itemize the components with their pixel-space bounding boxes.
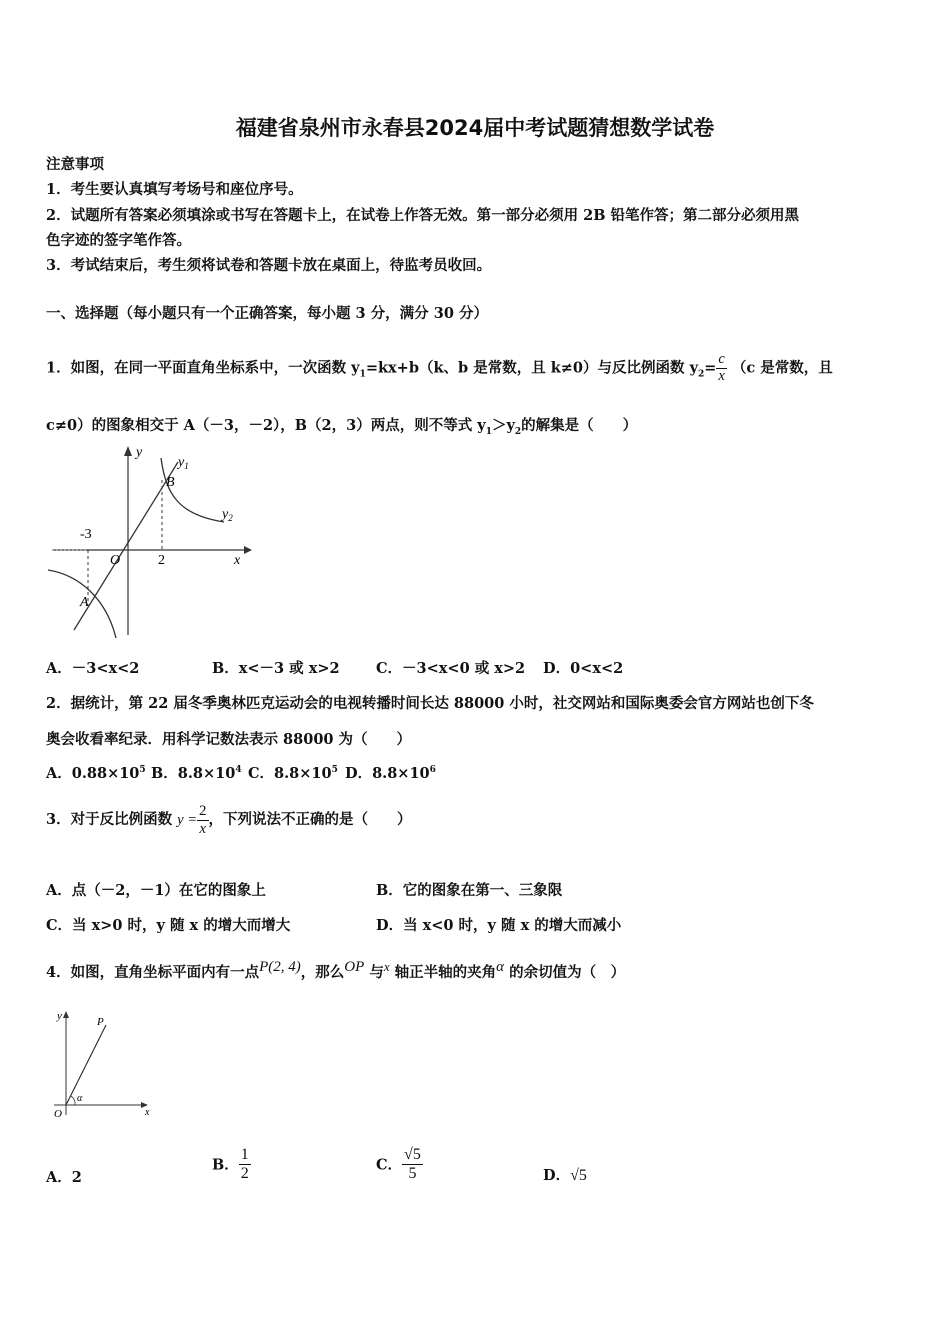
segment-op [66,1025,106,1105]
y-axis-arrow-icon [63,1011,69,1018]
x-axis-arrow-icon [244,546,252,554]
angle-arc [71,1096,75,1105]
q4-option-a[interactable]: A．2 [46,1169,82,1186]
q1-graph [44,440,264,645]
q3-option-c[interactable]: C．当 x>0 时，y 随 x 的增大而增大 [46,917,291,934]
label-x: x [145,1107,150,1118]
tick-2: 2 [158,553,165,568]
section-heading: 一、选择题（每小题只有一个正确答案，每小题 3 分，满分 30 分） [46,305,488,322]
hyperbola-branch-1 [161,458,224,522]
q1-stem-line2: c≠0）的图象相交于 A（－3，－2），B（2，3）两点，则不等式 $y_1>y_2$的解集是（ ） [46,417,638,437]
label-y: y [57,1010,62,1022]
q3-option-d[interactable]: D．当 x<0 时，y 随 x 的增大而减小 [376,917,622,934]
q2-option-d[interactable]: D．$8.8\times 10^6$ [345,765,436,782]
label-y2: $y_2$ [222,507,233,523]
q2-option-b[interactable]: B．$8.8\times 10^4$ [151,765,242,782]
notice-item: 色字迹的签字笔作答。 [46,232,191,249]
notice-heading: 注意事项 [46,156,104,173]
q4-option-c[interactable]: C． $\frac{√5}{5}$ [376,1146,421,1182]
q2-stem-line1: 2．据统计，第 22 届冬季奥林匹克运动会的电视转播时间长达 88000 小时，社交网站和国际奥委会官方网站也创下冬 [46,695,814,712]
q1-option-d[interactable]: D．0<x<2 [543,660,624,677]
q1-option-a[interactable]: A．－3<x<2 [46,660,140,677]
tick-neg3: -3 [80,527,92,542]
q2-option-a[interactable]: A．$0.88\times 10^5$ [46,765,146,782]
label-p: P [97,1016,104,1028]
label-y: y [136,445,143,460]
q3-option-a[interactable]: A．点（－2，－1）在它的图象上 [46,882,266,899]
label-x: x [234,553,241,568]
q1-option-c[interactable]: C．－3<x<0 或 x>2 [376,660,526,677]
q2-option-c[interactable]: C．$8.8\times 10^5$ [248,765,338,782]
q1-option-b[interactable]: B．x<－3 或 x>2 [212,660,340,677]
q1-stem-line1: 1．如图，在同一平面直角坐标系中，一次函数 $y_1=kx+b(k$、b 是常数，且 k≠0）与反比例函数 $y_2=$ $\frac{c}{x}$ （c 是常数，且 [46,351,833,384]
q4-option-d[interactable]: D．√5 [543,1167,587,1184]
notice-item: 1．考生要认真填写考场号和座位序号。 [46,181,303,198]
q3-option-b[interactable]: B．它的图象在第一、三象限 [376,882,563,899]
label-alpha: α [77,1093,83,1104]
q3-fraction: $\frac{2}{x}$ [199,803,207,837]
q4-option-b[interactable]: B． $\frac{1}{2}$ [212,1146,249,1182]
page-title: 福建省泉州市永春县2024届中考试题猜想数学试卷 [235,116,715,140]
label-origin: O [110,553,121,568]
q4-graph [44,1005,164,1125]
label-origin: O [54,1108,62,1120]
label-y1: $y_1$ [178,455,189,471]
q2-stem-line2: 奥会收看率纪录．用科学记数法表示 88000 为（ ） [46,731,412,748]
notice-item: 3．考试结束后，考生须将试卷和答题卡放在桌面上，待监考员收回。 [46,257,492,274]
notice-item: 2．试题所有答案必须填涂或书写在答题卡上，在试卷上作答无效。第一部分必须用 2B 铅笔作答；第二部分必须用黑 [46,207,800,224]
q1-fraction: $\frac{c}{x}$ [718,351,725,384]
q4-stem: 4．如图，直角坐标平面内有一点P(2, 4)，那么OP 与x 轴正半轴的夹角α 的余切值为（ ） [46,959,626,981]
label-a: A [80,595,89,610]
label-b: B [166,475,175,490]
y-axis-arrow-icon [124,446,132,456]
q3-stem: 3．对于反比例函数 y = $\frac{2}{x}$ ，下列说法不正确的是（ ） [46,803,412,837]
